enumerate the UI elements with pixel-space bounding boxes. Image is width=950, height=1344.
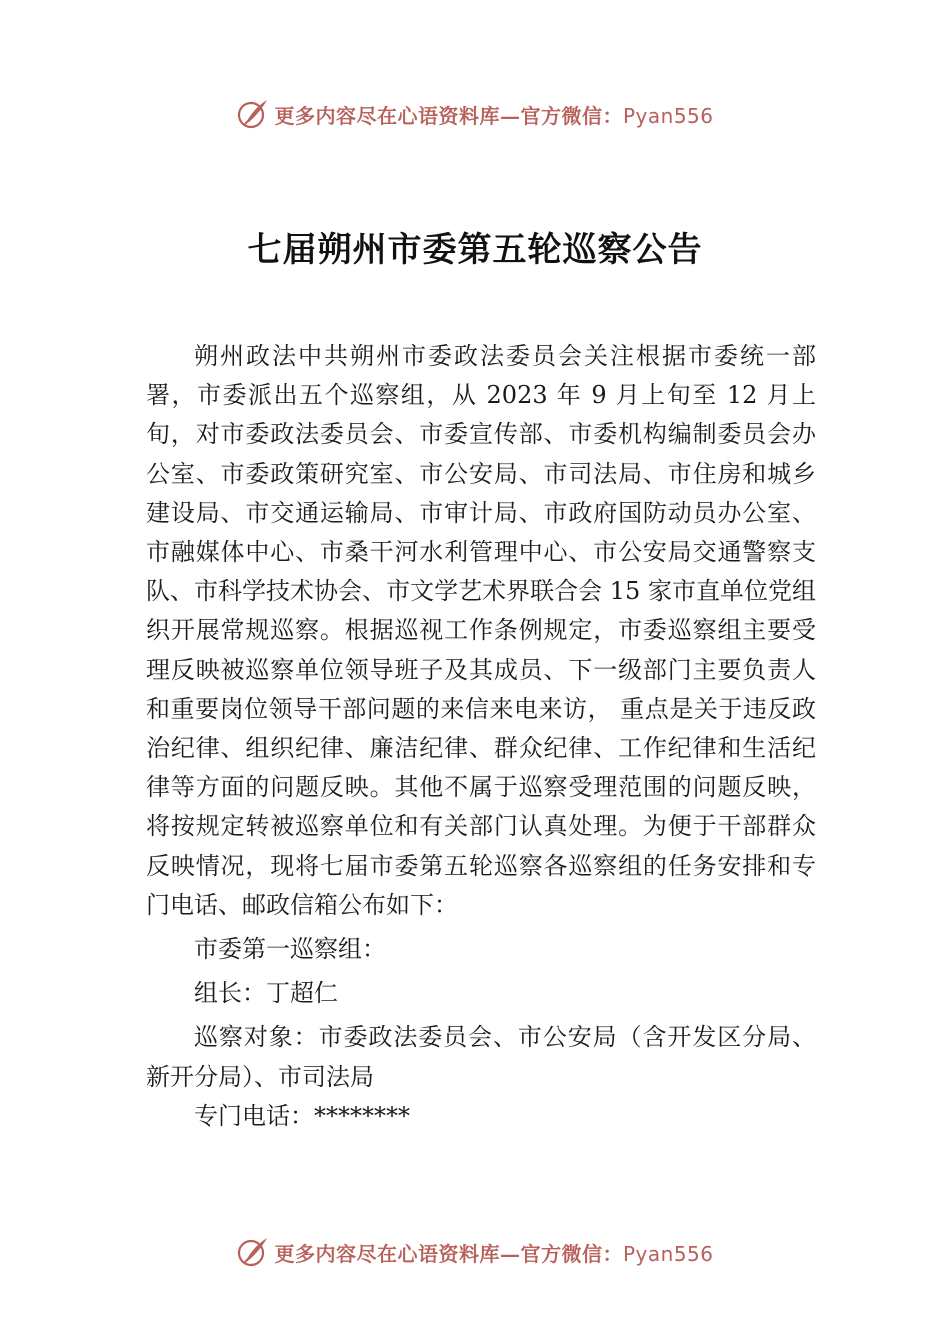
header-watermark — [0, 94, 950, 134]
group-heading: 市委第一巡察组： — [194, 935, 386, 964]
quill-pen-icon — [236, 1235, 270, 1269]
watermark-text: 更多内容尽在心语资料库—官方微信：Pyan556 — [274, 103, 714, 128]
hotline-number: 专门电话：******** — [194, 1101, 410, 1130]
quill-pen-icon — [236, 97, 270, 131]
group-leader: 组长：丁超仁 — [194, 979, 338, 1008]
page-title: 七届朔州市委第五轮巡察公告 — [247, 230, 703, 270]
footer-watermark — [0, 1232, 950, 1272]
wechat-id: Pyan556 — [622, 103, 714, 128]
watermark-text: 更多内容尽在心语资料库—官方微信：Pyan556 — [274, 1241, 714, 1266]
wechat-id: Pyan556 — [622, 1241, 714, 1266]
document-body — [146, 337, 816, 1136]
inspection-targets: 巡察对象：市委政法委员会、市公安局（含开发区分局、新开分局）、市司法局 — [146, 1023, 816, 1091]
announcement-paragraph: 朔州政法中共朔州市委政法委员会关注根据市委统一部署，市委派出五个巡察组，从 2023 年 9 月上旬至 12 月上旬，对市委政法委员会、市委宣传部、市委机构编制委员会办公室、市委政策研究室、市公安局、市司法局、市住房和城乡建设局、市交通运输局、市审计局、市政府国防动员办公室、市融媒体中心、市桑干河水利管理中心、市公安局交通警察支队、市科学技术协会、市文学艺术界联合会 15 家市直单位党组织开展常规巡察。根据巡视工作条例规定，市委巡察组主要受理反映被巡察单位领导班子及其成员、下一级部门主要负责人和重要岗位领导干部问题的来信来电来访， 重点是关于违反政治纪律、组织纪律、廉洁纪律、群众纪律、工作纪律和生活纪律等方面的问题反映。其他不属于巡察受理范围的问题反映，将按规定转被巡察单位和有关部门认真处理。为便于干部群众反映情况，现将七届市委第五轮巡察各巡察组的任务安排和专门电话、邮政信箱公布如下： — [146, 342, 816, 919]
